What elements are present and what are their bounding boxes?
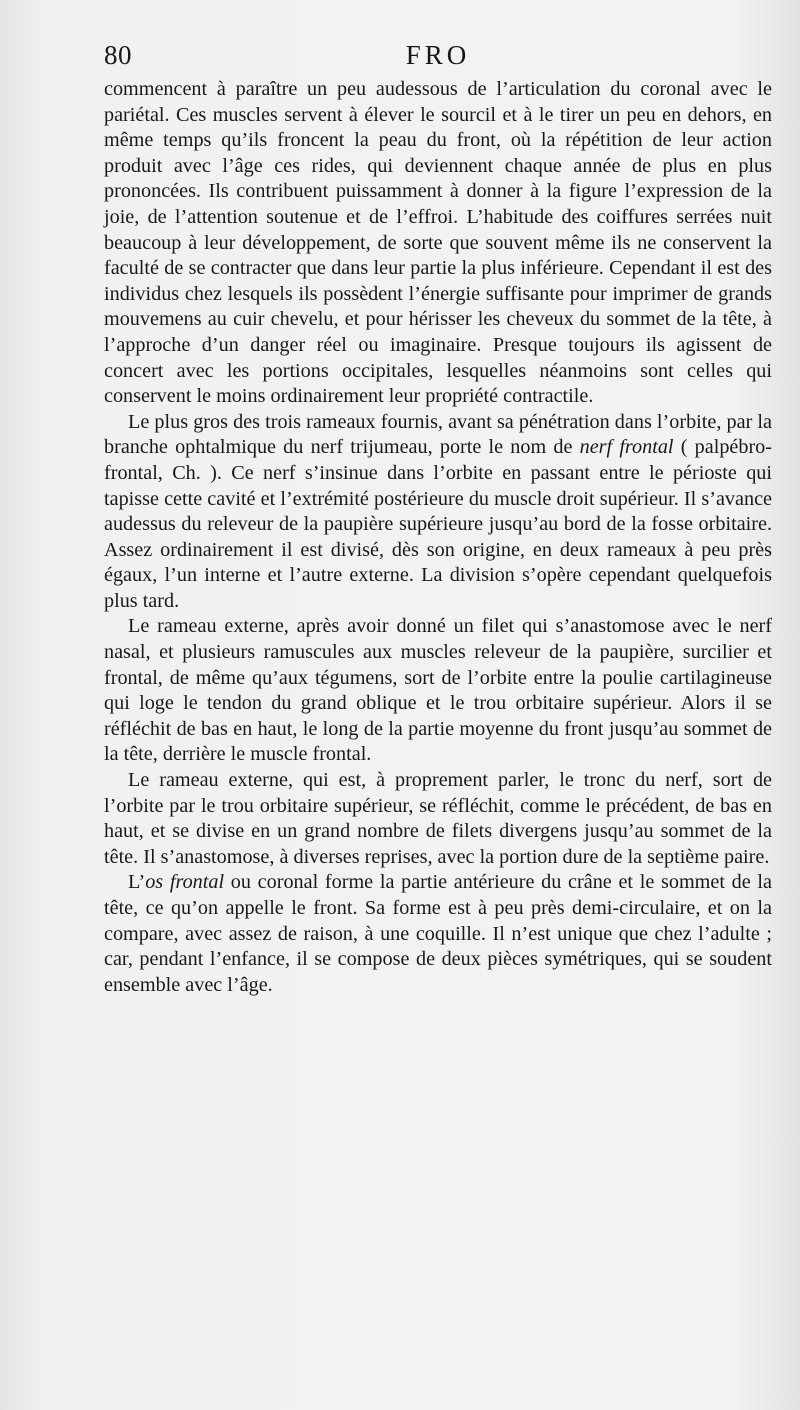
page-number: 80: [104, 40, 132, 70]
paragraph-2-after: ( palpébro-frontal, Ch. ). Ce nerf s’insinue dans l’orbite en passant entre le périoste qui tapisse cette cavité et l’extrémité postérieure du muscle droit supérieur. Il s’avance audessus du releveur de la paupière supérieure jusqu’au bord de la fosse orbitaire. Assez ordinairement il est divisé, dès son origine, en deux rameaux à peu près égaux, l’un interne et l’autre externe. La division s’opère cependant quelquefois plus tard.: [104, 436, 773, 612]
paragraph-5: [104, 870, 772, 998]
page-header: [104, 40, 772, 76]
paragraph-5-after: ou coronal forme la partie antérieure du crâne et le sommet de la tête, ce qu’on appelle le front. Sa forme est à peu près demi-circulaire, et on la compare, avec assez de raison, à une coquille. Il n’est unique que chez l’adulte ; car, pendant l’enfance, il se compose de deux pièces symétriques, qui se soudent ensemble avec l’âge.: [104, 871, 772, 996]
paragraph-1: commencent à paraître un peu audessous de l’articulation du coronal avec le pariétal. Ces muscles servent à élever le sourcil et à le tirer un peu en dehors, en même temps qu’ils froncent la peau du front, où la répétition de leur action produit avec l’âge ces rides, qui deviennent chaque année de plus en plus prononcées. Ils contribuent puissamment à donner à la figure l’expression de la joie, de l’attention soutenue et de l’effroi. L’habitude des coiffures serrées nuit beaucoup à leur développement, de sorte que souvent même ils ne conservent la faculté de se contracter que dans leur partie la plus inférieure. Cependant il est des individus chez lesquels ils possèdent l’énergie suffisante pour imprimer de grands mouvemens au cuir chevelu, et pour hérisser les cheveux du sommet de la tête, à l’approche d’un danger réel ou imaginaire. Presque toujours ils agissent de concert avec les portions occipitales, lesquelles néanmoins sont celles qui conservent le moins ordinairement leur propriété contractile.: [104, 78, 772, 408]
paragraph-2-before: Le plus gros des trois rameaux fournis, avant sa pénétration dans l’orbite, par la branche ophtalmique du nerf trijumeau, porte le nom de: [104, 410, 772, 459]
body-text: [104, 77, 772, 998]
paragraph-2: [104, 410, 772, 615]
term-nerf-frontal: nerf frontal: [579, 436, 674, 459]
paragraph-3: Le rameau externe, après avoir donné un filet qui s’anastomose avec le nerf nasal, et plusieurs ramuscules aux muscles releveur de la paupière, surcilier et frontal, de même qu’aux tégumens, sort de l’orbite entre la poulie cartilagineuse qui loge le tendon du grand oblique et le trou orbitaire supérieur. Alors il se réfléchit de bas en haut, le long de la partie moyenne du front jusqu’au sommet de la tête, derrière le muscle frontal.: [104, 615, 772, 766]
paragraph-5-before: L’: [128, 871, 146, 894]
term-os-frontal: os frontal: [145, 871, 225, 894]
paragraph-4: Le rameau externe, qui est, à proprement parler, le tronc du nerf, sort de l’orbite par le trou orbitaire supérieur, se réfléchit, comme le précédent, de bas en haut, et se divise en un grand nombre de filets divergens jusqu’au sommet de la tête. Il s’anastomose, à diverses reprises, avec la portion dure de la septième paire.: [104, 769, 772, 868]
running-head: FRO: [405, 40, 471, 70]
